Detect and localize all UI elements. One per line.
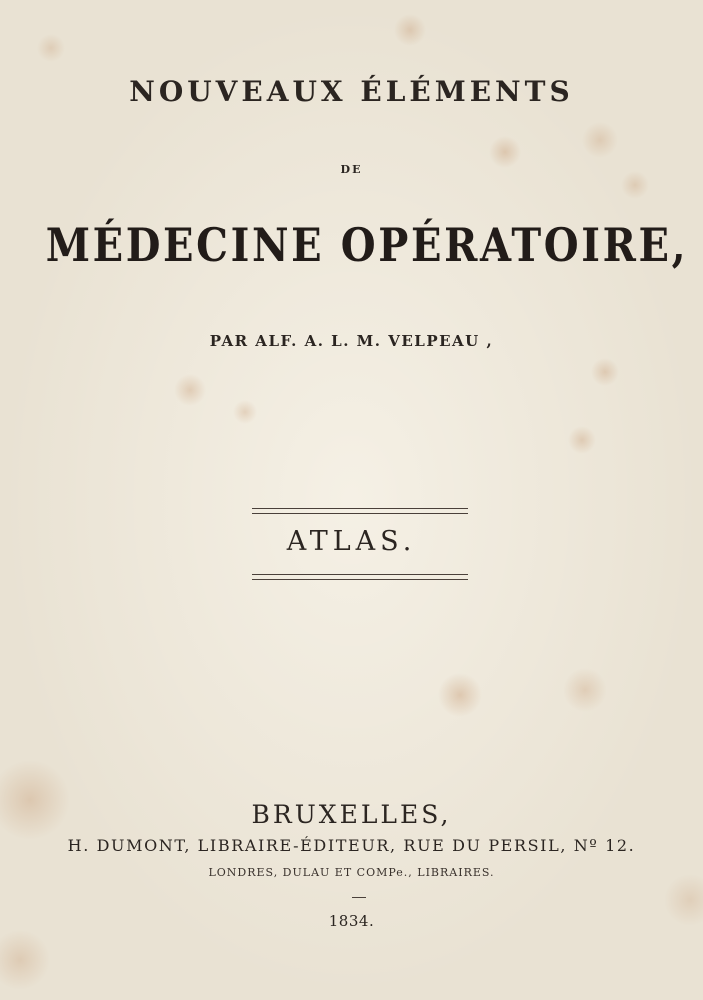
short-divider — [352, 897, 366, 898]
top-double-rule — [252, 508, 468, 514]
main-title: MÉDECINE OPÉRATOIRE, — [45, 218, 689, 272]
title-line-1: NOUVEAUX ÉLÉMENTS — [129, 75, 574, 108]
volume-title: ATLAS. — [286, 526, 417, 557]
title-connector: DE — [340, 163, 363, 176]
bottom-double-rule — [252, 574, 468, 580]
imprint-city: BRUXELLES, — [251, 800, 452, 829]
imprint-year: 1834. — [328, 912, 375, 930]
imprint-london: LONDRES, DULAU ET COMPe., LIBRAIRES. — [208, 866, 495, 879]
imprint-publisher: H. DUMONT, LIBRAIRE-ÉDITEUR, RUE DU PERSIL, Nº 12. — [67, 836, 636, 855]
author-line: PAR ALF. A. L. M. VELPEAU , — [209, 332, 494, 350]
